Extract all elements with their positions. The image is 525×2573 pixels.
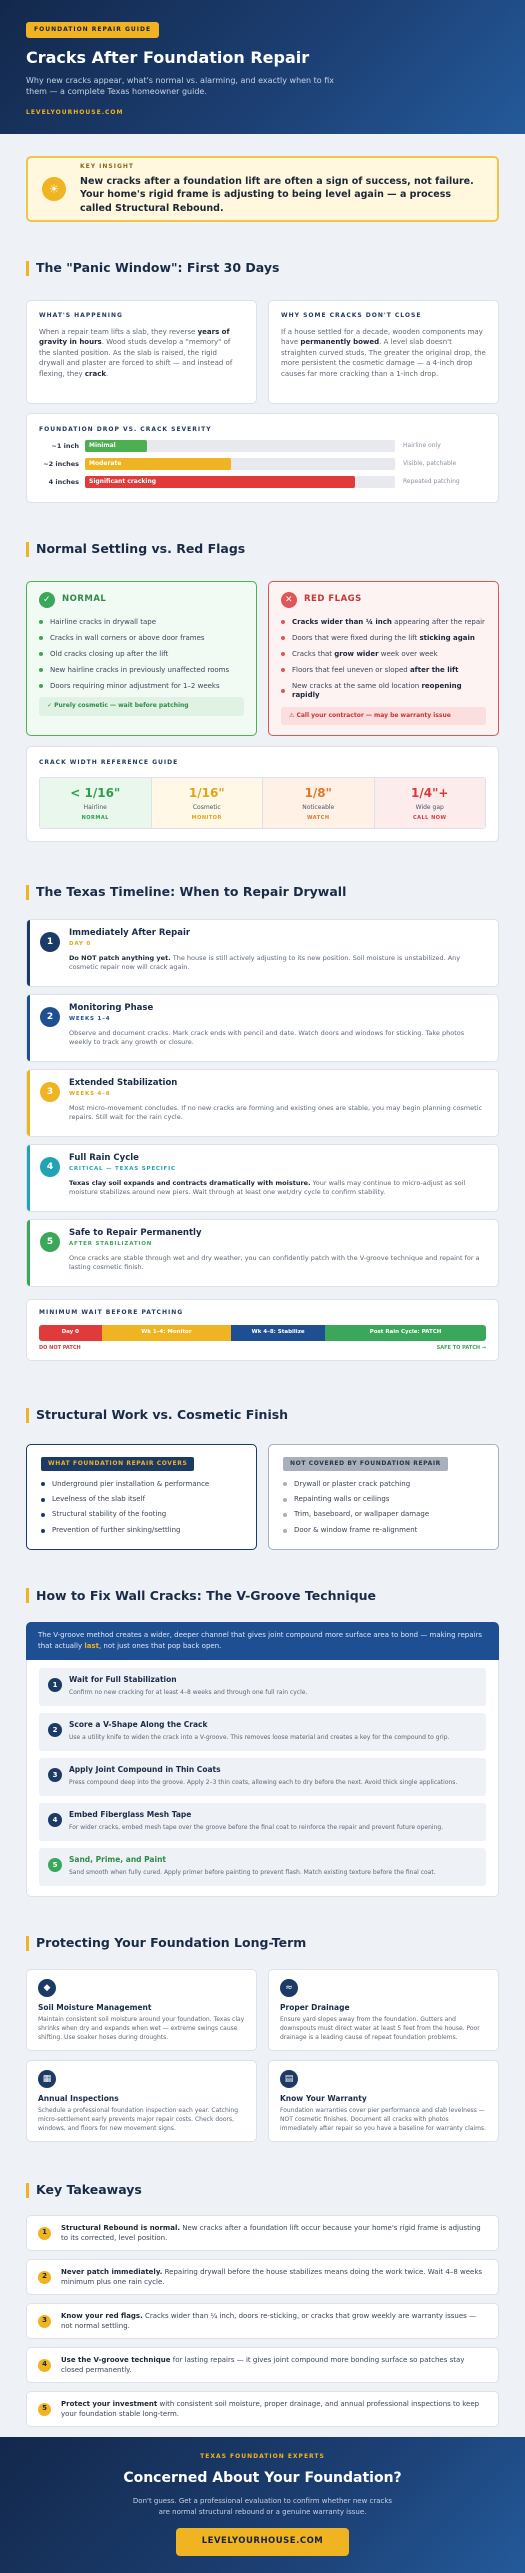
- protect-card-text: Schedule a professional foundation inspection each year. Catching micro-settlement early prevents major repair costs. Check doors, windows, and floors for new movement signs.: [38, 2107, 239, 2132]
- not-covered-item: Repainting walls or ceilings: [283, 1495, 484, 1504]
- crack-width-name: Wide gap: [415, 804, 444, 812]
- timeline-step: [26, 1219, 499, 1287]
- vgroove-step-number: 3: [48, 1768, 62, 1782]
- severity-drop-label: 4 inches: [48, 477, 79, 486]
- red-flag-item: Cracks wider than ¼ inch appearing after the repair: [281, 618, 486, 627]
- vgroove-step: [39, 1848, 486, 1886]
- vgroove-step: [39, 1668, 486, 1706]
- step-number-badge: 2: [40, 1007, 60, 1027]
- severity-note: Visible, patchable: [403, 459, 457, 467]
- page-subtitle: Why new cracks appear, what's normal vs. alarming, and exactly when to fix them — a complete Texas homeowner guide.: [26, 75, 335, 97]
- protect-card-text: Foundation warranties cover pier performance and slab levelness — NOT cosmetic finishes. Document all cracks with photos immediately after repair so you have a baseline for warranty claims.: [280, 2107, 486, 2132]
- red-flags-title: RED FLAGS: [304, 594, 362, 605]
- protect-card: [268, 2060, 499, 2142]
- crack-width-label: CRACK WIDTH REFERENCE GUIDE: [39, 758, 179, 766]
- protect-card: [26, 2060, 257, 2142]
- covered-item: Underground pier installation & performance: [41, 1480, 242, 1489]
- vgroove-step: [39, 1713, 486, 1751]
- takeaway-text: Know your red flags. Cracks wider than ¼ inch, doors re-sticking, or cracks that grow weekly are warranty issues — not normal settling.: [61, 2311, 477, 2331]
- protect-card-title: Proper Drainage: [280, 2003, 350, 2013]
- red-flags-card: [268, 581, 499, 736]
- calendar-icon: ▦: [38, 2070, 56, 2088]
- timeline-accent: [27, 1220, 30, 1286]
- covers-badge: WHAT FOUNDATION REPAIR COVERS: [41, 1457, 194, 1471]
- vgroove-step-number: 5: [48, 1858, 62, 1872]
- protect-card: [268, 1969, 499, 2051]
- crack-width-cell: [152, 778, 264, 828]
- section-title-structural: Structural Work vs. Cosmetic Finish: [26, 1407, 499, 1424]
- droplet-icon: ◆: [38, 1979, 56, 1997]
- severity-chart-label: FOUNDATION DROP VS. CRACK SEVERITY: [39, 425, 212, 433]
- timeline-step: [26, 994, 499, 1062]
- drop-severity-chart: [26, 413, 499, 503]
- wait-segment: Day 0: [39, 1325, 102, 1341]
- normal-item: Hairline cracks in drywall tape: [39, 618, 244, 627]
- drainage-icon: ≈: [280, 1979, 298, 1997]
- severity-bar: Minimal: [85, 440, 147, 452]
- severity-drop-label: ~2 inches: [43, 459, 79, 468]
- normal-card: [26, 581, 257, 736]
- severity-track: [85, 440, 395, 452]
- document-icon: ▤: [280, 2070, 298, 2088]
- timeline-step: [26, 1144, 499, 1212]
- insight-label: KEY INSIGHT: [80, 163, 135, 170]
- crack-width-value: 1/8": [304, 785, 332, 800]
- severity-note: Repeated patching: [403, 477, 460, 485]
- cta-button[interactable]: LEVELYOURHOUSE.COM: [176, 2528, 350, 2555]
- crack-width-value: 1/4"+: [411, 785, 449, 800]
- vgroove-panel: [26, 1622, 499, 1897]
- crack-width-value: 1/16": [188, 785, 225, 800]
- takeaway-number: 2: [38, 2271, 51, 2284]
- cta-eyebrow: TEXAS FOUNDATION EXPERTS: [200, 2453, 325, 2461]
- takeaway-text: Never patch immediately. Repairing drywall before the house stabilizes means doing the work twice. Wait 4–8 weeks minimum plus one rain cycle.: [61, 2267, 483, 2287]
- timeline-step-subtitle: WEEKS 4–8: [69, 1091, 111, 1098]
- wait-chart-label: MINIMUM WAIT BEFORE PATCHING: [39, 1308, 184, 1316]
- timeline-step-subtitle: CRITICAL — TEXAS SPECIFIC: [69, 1166, 176, 1173]
- timeline-step: [26, 1069, 499, 1137]
- crack-width-cell: [40, 778, 152, 828]
- takeaway-text: Use the V-groove technique for lasting repairs — it gives joint compound more bonding surface so patches stay closed permanently.: [61, 2355, 465, 2375]
- timeline-accent: [27, 920, 30, 986]
- site-link[interactable]: LEVELYOURHOUSE.COM: [26, 108, 124, 116]
- red-flag-item: New cracks at the same old location reopening rapidly: [281, 682, 486, 701]
- red-flag-item: Doors that were fixed during the lift sticking again: [281, 634, 486, 643]
- crack-width-cell: [375, 778, 486, 828]
- severity-bar: Significant cracking: [85, 476, 355, 488]
- vgroove-step: [39, 1803, 486, 1841]
- check-icon: ✓: [39, 592, 55, 608]
- timeline-step-title: Full Rain Cycle: [69, 1152, 139, 1163]
- timeline-step-text: Do NOT patch anything yet. The house is still actively adjusting to its new position. Soil moisture is unstabilized. Any cosmetic repair now will crack again.: [69, 953, 461, 972]
- takeaway-number: 5: [38, 2403, 51, 2416]
- severity-note: Hairline only: [403, 441, 441, 449]
- crack-width-name: Noticeable: [302, 804, 335, 812]
- wait-segment: Post Rain Cycle: PATCH: [325, 1325, 486, 1341]
- takeaway-number: 1: [38, 2227, 51, 2240]
- cta-text: Don't guess. Get a professional evaluation to confirm whether new cracks are normal structural rebound or a genuine warranty issue.: [132, 2497, 393, 2516]
- crack-width-guide: [26, 746, 499, 842]
- hero-banner: [0, 0, 525, 134]
- step-number-badge: 4: [40, 1157, 60, 1177]
- not-covered-badge: NOT COVERED BY FOUNDATION REPAIR: [283, 1457, 448, 1471]
- crack-width-tag: WATCH: [306, 815, 330, 822]
- vgroove-step-number: 4: [48, 1813, 62, 1827]
- covered-item: Structural stability of the footing: [41, 1510, 242, 1519]
- wait-start-label: DO NOT PATCH: [39, 1344, 81, 1351]
- normal-item: New hairline cracks in previously unaffected rooms: [39, 666, 244, 675]
- normal-item: Cracks in wall corners or above door frames: [39, 634, 244, 643]
- why-cracks-persist-card: [268, 300, 499, 404]
- takeaway-item: [26, 2347, 499, 2383]
- cta-banner: [0, 2437, 525, 2573]
- vgroove-step-title: Apply Joint Compound in Thin Coats: [69, 1765, 221, 1775]
- not-covered-item: Trim, baseboard, or wallpaper damage: [283, 1510, 484, 1519]
- vgroove-step-text: Use a utility knife to widen the crack into a V-groove. This removes loose material and creates a key for the compound to grip.: [69, 1733, 450, 1741]
- wait-segment: Wk 4–8: Stabilize: [231, 1325, 325, 1341]
- takeaway-text: Protect your investment with consistent soil moisture, proper drainage, and annual professional inspections to keep your foundation stable long-term.: [61, 2399, 480, 2419]
- normal-title: NORMAL: [62, 594, 107, 605]
- red-flag-item: Cracks that grow wider week over week: [281, 650, 486, 659]
- cta-title: Concerned About Your Foundation?: [123, 2470, 402, 2487]
- vgroove-step-text: Confirm no new cracking for at least 4–8 weeks and through one full rain cycle.: [69, 1688, 308, 1696]
- whats-happening-label: WHAT'S HAPPENING: [39, 311, 123, 319]
- timeline-accent: [27, 995, 30, 1061]
- severity-bar: Moderate: [85, 458, 231, 470]
- severity-track: [85, 458, 395, 470]
- protect-card-title: Know Your Warranty: [280, 2094, 367, 2104]
- lightbulb-icon: ☀: [42, 177, 66, 201]
- covered-item: Levelness of the slab itself: [41, 1495, 242, 1504]
- timeline-step-text: Most micro-movement concludes. If no new cracks are forming and existing ones are stable, you may begin planning cosmetic repairs. Still wait for the rain cycle.: [69, 1103, 483, 1122]
- vgroove-step-title: Sand, Prime, and Paint: [69, 1855, 166, 1865]
- why-cracks-text: If a house settled for a decade, wooden components may have permanently bowed. A level slab doesn't straighten curved studs. The greater the original drop, the more persistent the cosmetic damage — a 4-inch drop causes far more cracking than a 1-inch drop.: [281, 327, 486, 378]
- severity-drop-label: ~1 inch: [51, 441, 79, 450]
- red-flag-item: Floors that feel uneven or sloped after the lift: [281, 666, 486, 675]
- vgroove-step-title: Embed Fiberglass Mesh Tape: [69, 1810, 192, 1820]
- not-covered-item: Drywall or plaster crack patching: [283, 1480, 484, 1489]
- timeline-step: [26, 919, 499, 987]
- whats-happening-text: When a repair team lifts a slab, they reverse years of gravity in hours. Wood studs develop a "memory" of the slanted position. As the slab is raised, the rigid drywall and plaster are forced to shift — and instead of flexing, they crack.: [39, 327, 233, 378]
- crack-width-tag: NORMAL: [81, 815, 109, 822]
- timeline-step-text: Observe and document cracks. Mark crack ends with pencil and date. Watch doors and windows for sticking. Take photos weekly to track any growth or closure.: [69, 1028, 465, 1047]
- vgroove-step: [39, 1758, 486, 1796]
- section-title-protect: Protecting Your Foundation Long-Term: [26, 1935, 499, 1952]
- section-title-panic-window: The "Panic Window": First 30 Days: [26, 260, 499, 277]
- covered-item: Prevention of further sinking/settling: [41, 1526, 242, 1535]
- takeaway-text: Structural Rebound is normal. New cracks after a foundation lift occur because your home's rigid frame is adjusting to its corrected, level position.: [61, 2223, 481, 2243]
- crack-width-value: < 1/16": [70, 785, 121, 800]
- vgroove-step-text: For wider cracks, embed mesh tape over the groove before the final coat to reinforce the repair and prevent future opening.: [69, 1823, 444, 1831]
- timeline-step-text: Once cracks are stable through wet and dry weather, you can confidently patch with the V-groove technique and repaint for a lasting cosmetic finish.: [69, 1253, 480, 1272]
- crack-width-tag: CALL NOW: [412, 815, 447, 822]
- takeaway-item: [26, 2391, 499, 2427]
- x-icon: ✕: [281, 592, 297, 608]
- normal-footer: ✓ Purely cosmetic — wait before patching: [39, 697, 244, 715]
- protect-card-title: Soil Moisture Management: [38, 2003, 152, 2013]
- vgroove-step-title: Wait for Full Stabilization: [69, 1675, 177, 1685]
- severity-row: [39, 458, 486, 470]
- timeline-step-title: Monitoring Phase: [69, 1002, 154, 1013]
- crack-width-tag: MONITOR: [191, 815, 222, 822]
- step-number-badge: 1: [40, 932, 60, 952]
- severity-row: [39, 476, 486, 488]
- protect-card-title: Annual Inspections: [38, 2094, 119, 2104]
- section-title-vgroove: How to Fix Wall Cracks: The V-Groove Technique: [26, 1588, 499, 1605]
- takeaway-item: [26, 2303, 499, 2339]
- crack-width-name: Hairline: [83, 804, 107, 812]
- guide-badge: FOUNDATION REPAIR GUIDE: [26, 22, 159, 38]
- timeline-accent: [27, 1070, 30, 1136]
- timeline-step-title: Safe to Repair Permanently: [69, 1227, 202, 1238]
- normal-item: Old cracks closing up after the lift: [39, 650, 244, 659]
- key-insight-box: [26, 156, 499, 222]
- page-title: Cracks After Foundation Repair: [26, 48, 310, 68]
- vgroove-step-text: Sand smooth when fully cured. Apply primer before painting to prevent flash. Match existing texture before the final coat.: [69, 1868, 436, 1876]
- red-flags-footer: ⚠ Call your contractor — may be warranty issue: [281, 707, 486, 725]
- timeline-accent: [27, 1145, 30, 1211]
- vgroove-step-text: Press compound deep into the groove. Apply 2–3 thin coats, allowing each to dry before the next. Avoid thick single applications.: [69, 1778, 458, 1786]
- timeline-step-subtitle: DAY 0: [69, 941, 92, 948]
- normal-item: Doors requiring minor adjustment for 1–2 weeks: [39, 682, 244, 691]
- why-cracks-label: WHY SOME CRACKS DON'T CLOSE: [281, 311, 422, 319]
- whats-happening-card: [26, 300, 257, 404]
- vgroove-step-number: 2: [48, 1723, 62, 1737]
- minimum-wait-chart: [26, 1299, 499, 1361]
- takeaway-number: 3: [38, 2315, 51, 2328]
- vgroove-intro: The V-groove method creates a wider, deeper channel that gives joint compound more surface area to bond — making repairs that actually last, not just ones that pop back open.: [26, 1622, 499, 1660]
- timeline-step-subtitle: AFTER STABILIZATION: [69, 1241, 153, 1248]
- section-title-takeaways: Key Takeaways: [26, 2182, 499, 2199]
- step-number-badge: 3: [40, 1082, 60, 1102]
- section-title-normal-vs-red: Normal Settling vs. Red Flags: [26, 541, 499, 558]
- severity-track: [85, 476, 395, 488]
- takeaway-item: [26, 2215, 499, 2251]
- vgroove-step-number: 1: [48, 1678, 62, 1692]
- wait-segment: Wk 1–4: Monitor: [102, 1325, 232, 1341]
- crack-width-cell: [263, 778, 375, 828]
- takeaway-number: 4: [38, 2359, 51, 2372]
- protect-card-text: Maintain consistent soil moisture around your foundation. Texas clay shrinks when dry and expands when wet — extreme swings cause shifting. Use soaker hoses during droughts.: [38, 2016, 245, 2041]
- not-covered-item: Door & window frame re-alignment: [283, 1526, 484, 1535]
- repair-covers-card: [26, 1444, 257, 1550]
- timeline-step-title: Immediately After Repair: [69, 927, 191, 938]
- timeline-step-text: Texas clay soil expands and contracts dramatically with moisture. Your walls may continue to micro-adjust as soil moisture stabilizes around new piers. Wait through at least one wet/dry cycle to confirm stability.: [69, 1178, 466, 1197]
- protect-card: [26, 1969, 257, 2051]
- not-covered-card: [268, 1444, 499, 1550]
- severity-row: [39, 440, 486, 452]
- takeaway-item: [26, 2259, 499, 2295]
- timeline-step-subtitle: WEEKS 1–4: [69, 1016, 111, 1023]
- step-number-badge: 5: [40, 1232, 60, 1252]
- crack-width-name: Cosmetic: [192, 804, 221, 812]
- insight-text: New cracks after a foundation lift are often a sign of success, not failure. Your home's rigid frame is adjusting to being level again — a process called Structural Rebound.: [80, 176, 474, 214]
- protect-card-text: Ensure yard slopes away from the foundation. Gutters and downspouts must direct water at least 5 feet from the house. Poor drainage is a leading cause of repeat foundation problems.: [280, 2016, 480, 2041]
- wait-end-label: SAFE TO PATCH →: [436, 1344, 486, 1351]
- vgroove-step-title: Score a V-Shape Along the Crack: [69, 1720, 208, 1730]
- timeline-step-title: Extended Stabilization: [69, 1077, 178, 1088]
- section-title-timeline: The Texas Timeline: When to Repair Drywall: [26, 884, 499, 901]
